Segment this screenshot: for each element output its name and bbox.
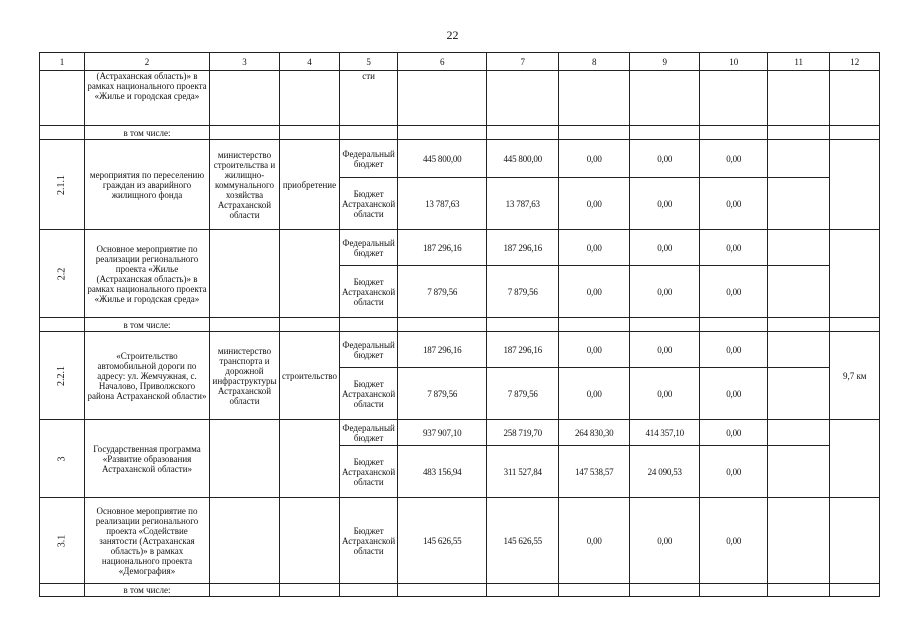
value-cell: 24 090,53 [630, 446, 700, 498]
table-row [40, 498, 880, 584]
funding-source: Федеральный бюджет [340, 420, 398, 446]
value-cell: 0,00 [559, 140, 630, 178]
row-name: Основное мероприятие по реализации регионального проекта «Содействие занятости (Астраханская область)» в рамках национального проекта «Демография» [85, 498, 210, 584]
table-row [40, 230, 880, 266]
funding-source: Бюджет Астраханской области [340, 368, 398, 420]
funding-source: Федеральный бюджет [340, 140, 398, 178]
table-row [40, 126, 880, 140]
funding-source: Бюджет Астраханской области [340, 178, 398, 230]
funding-source: Федеральный бюджет [340, 332, 398, 368]
col-header-11: 11 [768, 53, 830, 71]
value-cell: 7 879,56 [398, 368, 487, 420]
value-cell: 145 626,55 [398, 498, 487, 584]
executor: министерство транспорта и дорожной инфраструктуры Астраханской области [210, 332, 280, 420]
value-cell: 0,00 [559, 368, 630, 420]
value-cell: 0,00 [630, 266, 700, 318]
row-code: 2.2 [40, 230, 85, 318]
funding-source: Федеральный бюджет [340, 230, 398, 266]
table-row [40, 318, 880, 332]
funding-source: Бюджет Астраханской области [340, 498, 398, 584]
row-code: 2.2.1 [40, 332, 85, 420]
value-cell: 0,00 [559, 332, 630, 368]
value-cell: 187 296,16 [398, 230, 487, 266]
value-cell: 414 357,10 [630, 420, 700, 446]
col-header-12: 12 [830, 53, 880, 71]
subtotal-label: в том числе: [85, 584, 210, 597]
value-cell: 147 538,57 [559, 446, 630, 498]
value-cell: 7 879,56 [487, 266, 559, 318]
col-header-5: 5 [340, 53, 398, 71]
value-cell: 0,00 [559, 230, 630, 266]
value-cell: 0,00 [700, 498, 768, 584]
value-cell: 0,00 [630, 332, 700, 368]
executor: министерство строительства и жилищно-коммунального хозяйства Астраханской области [210, 140, 280, 230]
table-row [40, 71, 880, 126]
value-cell: 13 787,63 [487, 178, 559, 230]
col-header-4: 4 [280, 53, 340, 71]
table-row [40, 140, 880, 178]
row-name: мероприятия по переселению граждан из аварийного жилищного фонда [85, 140, 210, 230]
value-cell: 145 626,55 [487, 498, 559, 584]
funding-source: сти [340, 71, 398, 126]
value-cell: 311 527,84 [487, 446, 559, 498]
row-name: Государственная программа «Развитие образования Астраханской области» [85, 420, 210, 498]
value-cell: 0,00 [700, 266, 768, 318]
page-number: 22 [446, 28, 459, 42]
value-cell: 445 800,00 [398, 140, 487, 178]
value-cell: 0,00 [700, 446, 768, 498]
value-cell: 187 296,16 [487, 332, 559, 368]
funding-source: Бюджет Астраханской области [340, 446, 398, 498]
col-header-1: 1 [40, 53, 85, 71]
col-header-3: 3 [210, 53, 280, 71]
header-row [40, 53, 880, 71]
col-header-8: 8 [559, 53, 630, 71]
value-cell: 0,00 [700, 368, 768, 420]
value-cell: 0,00 [700, 332, 768, 368]
value-cell: 0,00 [630, 140, 700, 178]
value-cell: 0,00 [700, 178, 768, 230]
row-name: Основное мероприятие по реализации регионального проекта «Жилье (Астраханская область)» в рамках национального проекта «Жилье и городская среда» [85, 230, 210, 318]
value-cell: 937 907,10 [398, 420, 487, 446]
row-name: «Строительство автомобильной дороги по адресу: ул. Жемчужная, с. Началово, Приволжского района Астраханской области» [85, 332, 210, 420]
value-cell: 264 830,30 [559, 420, 630, 446]
work-type: приобретение [280, 140, 340, 230]
funding-source: Бюджет Астраханской области [340, 266, 398, 318]
result-value: 9,7 км [830, 332, 880, 420]
budget-table [39, 52, 880, 597]
col-header-7: 7 [487, 53, 559, 71]
value-cell: 0,00 [700, 140, 768, 178]
col-header-2: 2 [85, 53, 210, 71]
value-cell: 0,00 [630, 368, 700, 420]
value-cell: 0,00 [559, 498, 630, 584]
col-header-9: 9 [630, 53, 700, 71]
value-cell: 445 800,00 [487, 140, 559, 178]
value-cell: 7 879,56 [398, 266, 487, 318]
value-cell: 0,00 [700, 420, 768, 446]
table-row [40, 332, 880, 368]
row-code: 2.1.1 [40, 140, 85, 230]
value-cell: 0,00 [700, 230, 768, 266]
value-cell: 13 787,63 [398, 178, 487, 230]
row-code: 3.1 [40, 498, 85, 584]
subtotal-label: в том числе: [85, 318, 210, 332]
row-name: (Астраханская область)» в рамках национального проекта «Жилье и городская среда» [85, 71, 210, 126]
row-code: 3 [40, 420, 85, 498]
value-cell: 187 296,16 [398, 332, 487, 368]
value-cell: 258 719,70 [487, 420, 559, 446]
col-header-6: 6 [398, 53, 487, 71]
value-cell: 187 296,16 [487, 230, 559, 266]
work-type: строительство [280, 332, 340, 420]
table-row [40, 420, 880, 446]
table-row [40, 584, 880, 597]
value-cell: 0,00 [630, 178, 700, 230]
value-cell: 7 879,56 [487, 368, 559, 420]
value-cell: 0,00 [559, 178, 630, 230]
value-cell: 0,00 [630, 230, 700, 266]
col-header-10: 10 [700, 53, 768, 71]
value-cell: 483 156,94 [398, 446, 487, 498]
value-cell: 0,00 [559, 266, 630, 318]
subtotal-label: в том числе: [85, 126, 210, 140]
value-cell: 0,00 [630, 498, 700, 584]
